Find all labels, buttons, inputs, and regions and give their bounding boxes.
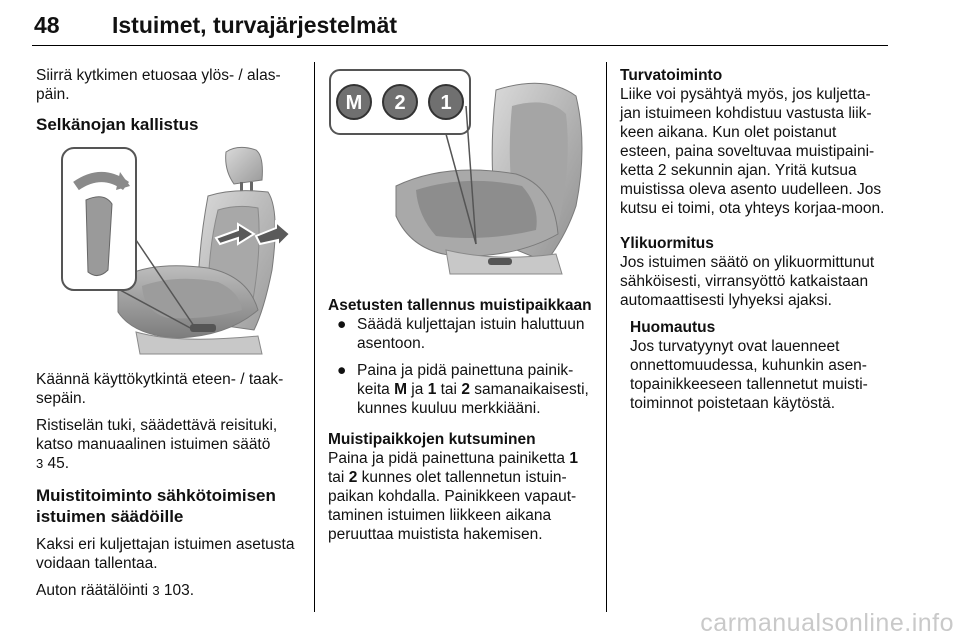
page-header <box>32 12 888 52</box>
bullet2-1: 1 <box>427 381 437 398</box>
button-label-2: 2 <box>394 92 406 114</box>
heading-overload: Ylikuormitus <box>620 235 714 252</box>
note-block <box>630 318 890 413</box>
bullet2-pre: Paina ja pidä painettuna painik-keita <box>357 362 574 398</box>
button-label-m: M <box>345 92 363 114</box>
para-lumbar-ref: 45. <box>47 455 70 472</box>
para-recall <box>328 449 596 544</box>
para-safety: Liike voi pysähtyä myös, jos kuljetta-jan istuimeen kohdistuu vastusta liik-keen aikana. Kun olet poistanut esteen, paina soveltuvaa muistipaini-ketta 2 sekunnin ajan. Yritä kutsua muistissa oleva asento uudelleen. Jos kutsu ei toimi, ota yhteys korjaa-moon. <box>620 86 885 217</box>
memory-buttons-illustration <box>326 66 590 278</box>
figure-memory-buttons <box>326 66 590 278</box>
heading-recall: Muistipaikkojen kutsuminen <box>328 431 536 448</box>
watermark: carmanualsonline.info <box>700 609 954 637</box>
intro-paragraph: Siirrä kytkimen etuosaa ylös- / alas-päin. <box>36 67 281 103</box>
note-title: Huomautus <box>630 319 716 336</box>
bullet2-m: M <box>394 381 407 398</box>
column-3 <box>620 66 890 421</box>
bullet2-post: samanaikaisesti, kunnes kuuluu merkkiääni. <box>357 381 589 417</box>
para-lumbar-text: Ristiselän tuki, säädettävä reisituki, katso manuaalinen istuimen säätö <box>36 417 278 453</box>
ref-arrow-icon: 3 <box>152 583 160 598</box>
page-number: 48 <box>34 12 60 38</box>
bullet2-ja: ja <box>411 381 424 398</box>
figure-seat-recline <box>58 140 298 362</box>
bullet2-tai: tai <box>440 381 457 398</box>
button-label-1: 1 <box>440 92 452 114</box>
column-divider-2 <box>606 62 607 612</box>
chapter-title: Istuimet, turvajärjestelmät <box>112 12 398 38</box>
seat-recline-illustration <box>58 140 298 362</box>
header-rule <box>32 45 888 46</box>
recall-pre: Paina ja pidä painettuna painiketta <box>328 450 565 467</box>
ref-arrow-icon: 3 <box>36 456 44 471</box>
bullet1-text: Säädä kuljettajan istuin haluttuun asentoon. <box>357 316 585 352</box>
bullet2-2: 2 <box>461 381 470 398</box>
note-text: Jos turvatyynyt ovat lauenneet onnettomuudessa, kuhunkin asen-topainikkeeseen tallennetut muisti-toiminnot poistetaan käytöstä. <box>630 338 868 412</box>
heading-safety: Turvatoiminto <box>620 67 723 84</box>
heading-recline: Selkänojan kallistus <box>36 115 199 134</box>
list-item <box>328 361 596 418</box>
heading-save: Asetusten tallennus muistipaikkaan <box>328 297 592 314</box>
save-steps-list <box>328 315 596 418</box>
recall-tai: tai <box>328 469 345 486</box>
para-turn-switch: Käännä käyttökytkintä eteen- / taak-sepäin. <box>36 371 284 407</box>
column-1-lower <box>36 370 300 608</box>
recall-post: kunnes olet tallennetun istuin-paikan kohdalla. Painikkeen vapaut-taminen istuimen liikkeen aikana peruuttaa muistista hakemisen. <box>328 469 577 543</box>
list-item <box>328 315 596 353</box>
bullet-icon: ● <box>337 316 347 333</box>
bullet-icon: ● <box>337 362 347 379</box>
para-two-positions: Kaksi eri kuljettajan istuimen asetusta voidaan tallentaa. <box>36 536 295 572</box>
para-lumbar <box>36 416 300 473</box>
column-2 <box>328 296 596 552</box>
column-divider-1 <box>314 62 315 612</box>
para-custom-text: Auton räätälöinti <box>36 582 149 599</box>
recall-2: 2 <box>348 469 358 486</box>
para-overload: Jos istuimen säätö on ylikuormittunut sähköisesti, virransyöttö katkaistaan automaattisesti lyhyeksi ajaksi. <box>620 254 875 309</box>
para-custom-ref: 103. <box>163 582 195 599</box>
recall-1: 1 <box>569 450 578 467</box>
heading-memory: Muistitoiminto sähkötoimisen istuimen säädöille <box>36 486 276 526</box>
para-custom <box>36 581 300 600</box>
